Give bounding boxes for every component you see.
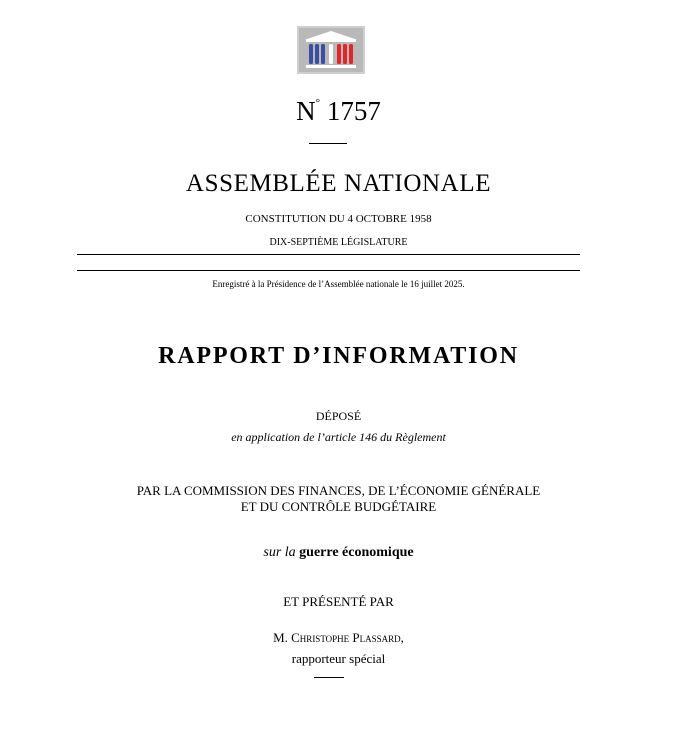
filed-label: DÉPOSÉ bbox=[315, 409, 362, 423]
number-prefix: N bbox=[296, 96, 316, 126]
constitution-line: CONSTITUTION DU 4 OCTOBRE 1958 bbox=[245, 213, 432, 225]
subject-prefix: sur la bbox=[263, 545, 296, 560]
separator-long-2 bbox=[77, 270, 580, 271]
commission-line-2: ET DU CONTRÔLE BUDGÉTAIRE bbox=[240, 499, 437, 514]
author-title: M. bbox=[273, 630, 288, 645]
number-degree: ° bbox=[315, 97, 321, 109]
assemblee-nationale-logo-icon bbox=[297, 26, 365, 74]
legislature-line: DIX-SEPTIÈME LÉGISLATURE bbox=[269, 237, 408, 248]
author-suffix: , bbox=[400, 630, 404, 645]
document-number bbox=[0, 96, 677, 127]
presented-by-label: ET PRÉSENTÉ PAR bbox=[283, 594, 394, 609]
subject-line bbox=[0, 545, 677, 561]
assembly-name: ASSEMBLÉE NATIONALE bbox=[185, 170, 492, 197]
registration-note: Enregistré à la Présidence de l’Assemblée nationale le 16 juillet 2025. bbox=[212, 279, 465, 289]
separator-short-top bbox=[309, 143, 347, 144]
author-role: rapporteur spécial bbox=[291, 651, 386, 666]
report-title: RAPPORT D’INFORMATION bbox=[158, 343, 519, 369]
separator-long-1 bbox=[77, 254, 580, 255]
subject-text: guerre économique bbox=[299, 545, 414, 560]
number-value: 1757 bbox=[326, 96, 381, 126]
author-line bbox=[0, 630, 677, 646]
commission-line-1: PAR LA COMMISSION DES FINANCES, DE L’ÉCONOMIE GÉNÉRALE bbox=[136, 483, 541, 498]
separator-short-bottom bbox=[314, 677, 344, 678]
application-note: en application de l’article 146 du Règlement bbox=[231, 430, 446, 444]
author-name: Christophe Plassard bbox=[291, 630, 401, 645]
